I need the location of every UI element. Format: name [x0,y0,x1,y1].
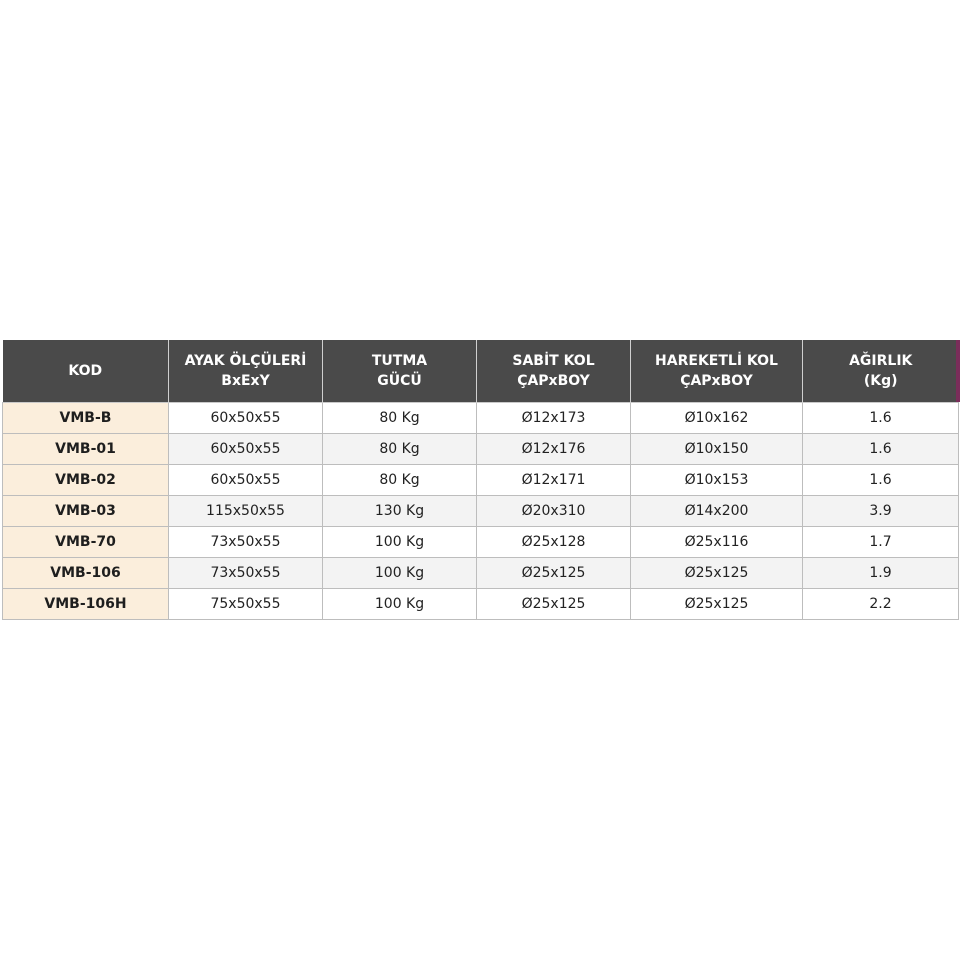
cell-hareketli-kol: Ø10x162 [631,403,803,434]
cell-tutma-gucu: 130 Kg [323,496,477,527]
header-tutma-gucu [323,340,477,403]
cell-hareketli-kol: Ø25x125 [631,589,803,620]
cell-kod: VMB-106H [3,589,169,620]
table-row [3,434,959,465]
cell-tutma-gucu: 80 Kg [323,465,477,496]
cell-hareketli-kol: Ø25x125 [631,558,803,589]
header-hareketli-kol [631,340,803,403]
cell-agirlik: 1.6 [803,403,959,434]
header-label: AYAK ÖLÇÜLERİ [184,353,307,369]
cell-agirlik: 1.9 [803,558,959,589]
cell-kod: VMB-B [3,403,169,434]
header-label: TUTMA [371,353,428,369]
table-row [3,496,959,527]
header-sabit-kol [477,340,631,403]
cell-ayak-olculeri: 73x50x55 [169,558,323,589]
cell-tutma-gucu: 80 Kg [323,434,477,465]
table-row [3,558,959,589]
cell-tutma-gucu: 100 Kg [323,527,477,558]
cell-sabit-kol: Ø20x310 [477,496,631,527]
cell-agirlik: 2.2 [803,589,959,620]
cell-sabit-kol: Ø25x125 [477,558,631,589]
header-sublabel: BxExY [221,373,270,389]
cell-kod: VMB-02 [3,465,169,496]
cell-tutma-gucu: 80 Kg [323,403,477,434]
accent-edge [956,340,960,402]
cell-kod: VMB-03 [3,496,169,527]
cell-hareketli-kol: Ø25x116 [631,527,803,558]
cell-ayak-olculeri: 115x50x55 [169,496,323,527]
table-header-row [3,340,959,403]
spec-table [2,340,959,620]
cell-ayak-olculeri: 75x50x55 [169,589,323,620]
header-sublabel: ÇAPxBOY [680,373,753,389]
header-kod [3,340,169,403]
cell-kod: VMB-70 [3,527,169,558]
cell-agirlik: 1.6 [803,434,959,465]
table-row [3,465,959,496]
cell-hareketli-kol: Ø10x150 [631,434,803,465]
cell-tutma-gucu: 100 Kg [323,558,477,589]
header-label: SABİT KOL [512,353,595,369]
cell-sabit-kol: Ø12x173 [477,403,631,434]
cell-agirlik: 1.7 [803,527,959,558]
cell-ayak-olculeri: 60x50x55 [169,403,323,434]
table-row [3,403,959,434]
cell-agirlik: 1.6 [803,465,959,496]
cell-hareketli-kol: Ø14x200 [631,496,803,527]
cell-kod: VMB-01 [3,434,169,465]
cell-ayak-olculeri: 60x50x55 [169,465,323,496]
header-label: HAREKETLİ KOL [655,353,778,369]
cell-sabit-kol: Ø25x125 [477,589,631,620]
cell-kod: VMB-106 [3,558,169,589]
header-ayak-olculeri [169,340,323,403]
cell-sabit-kol: Ø25x128 [477,527,631,558]
table-row [3,589,959,620]
cell-sabit-kol: Ø12x176 [477,434,631,465]
cell-hareketli-kol: Ø10x153 [631,465,803,496]
cell-ayak-olculeri: 60x50x55 [169,434,323,465]
header-label: KOD [68,363,103,379]
header-label: AĞIRLIK [849,353,913,369]
cell-sabit-kol: Ø12x171 [477,465,631,496]
header-sublabel: GÜCÜ [377,373,422,389]
header-agirlik [803,340,959,403]
table-row [3,527,959,558]
header-sublabel: (Kg) [863,373,898,389]
cell-ayak-olculeri: 73x50x55 [169,527,323,558]
cell-tutma-gucu: 100 Kg [323,589,477,620]
cell-agirlik: 3.9 [803,496,959,527]
header-sublabel: ÇAPxBOY [517,373,590,389]
